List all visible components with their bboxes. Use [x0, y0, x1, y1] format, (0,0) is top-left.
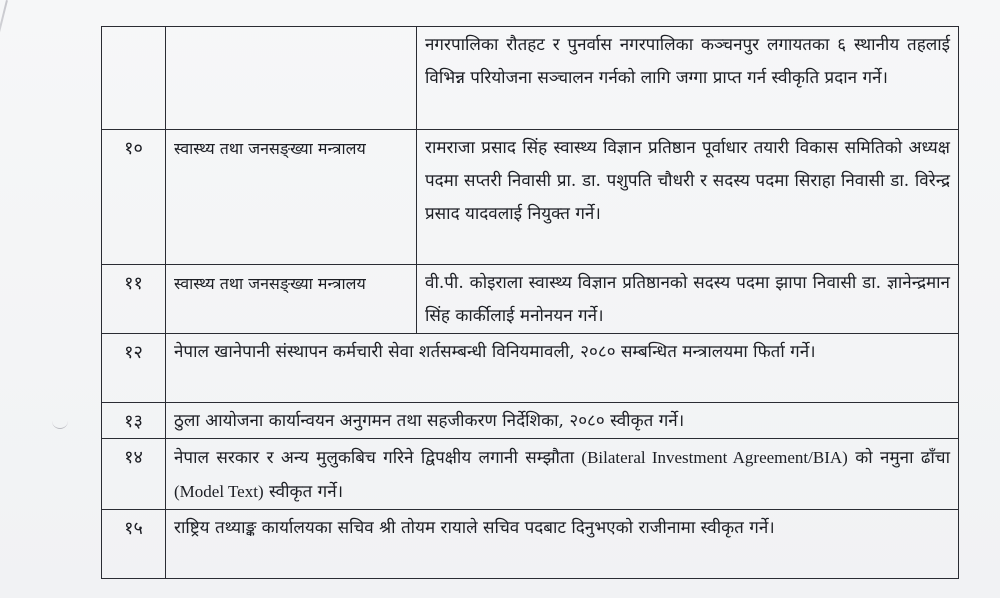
ministry-cell: स्वास्थ्य तथा जनसङ्ख्या मन्त्रालय [166, 265, 417, 334]
serial-number: ११ [102, 265, 166, 334]
ministry-cell: स्वास्थ्य तथा जनसङ्ख्या मन्त्रालय [166, 130, 417, 265]
decision-cell: नेपाल खानेपानी संस्थापन कर्मचारी सेवा शर्तसम्बन्धी विनियमावली, २०८० सम्बन्धित मन्त्रालयमा फिर्ता गर्ने। [166, 334, 959, 403]
serial-number: १३ [102, 403, 166, 439]
decision-text: को नमुना ढाँचा [855, 448, 951, 468]
decision-cell: वी.पी. कोइराला स्वास्थ्य विज्ञान प्रतिष्ठानको सदस्य पदमा झापा निवासी डा. ज्ञानेन्द्रमान सिंह कार्कीलाई मनोनयन गर्ने। [417, 265, 959, 334]
table-row [102, 403, 959, 439]
decision-text: नेपाल सरकार र अन्य मुलुकबिच गरिने द्विपक्षीय लगानी सम्झौता [174, 448, 575, 468]
ministry-cell [166, 27, 417, 130]
paper-fold-line [0, 0, 8, 127]
decision-english-term: (Model Text) [174, 482, 264, 501]
decision-cell: नगरपालिका रौतहट र पुनर्वास नगरपालिका कञ्चनपुर लगायतका ६ स्थानीय तहलाई विभिन्न परियोजना सञ्चालन गर्नको लागि जग्गा प्राप्त गर्न स्वीकृति प्रदान गर्ने। [417, 27, 959, 130]
decision-english-term: (Bilateral Investment Agreement/BIA) [581, 448, 848, 467]
paper-mark [52, 416, 68, 429]
table-row [102, 27, 959, 130]
serial-number: १४ [102, 439, 166, 510]
serial-number: १० [102, 130, 166, 265]
decision-cell: ठुला आयोजना कार्यान्वयन अनुगमन तथा सहजीकरण निर्देशिका, २०८० स्वीकृत गर्ने। [166, 403, 959, 439]
table-row [102, 334, 959, 403]
serial-number: १२ [102, 334, 166, 403]
decision-cell: रामराजा प्रसाद सिंह स्वास्थ्य विज्ञान प्रतिष्ठान पूर्वाधार तयारी विकास समितिको अध्यक्ष पदमा सप्तरी निवासी प्रा. डा. पशुपति चौधरी र सदस्य पदमा सिराहा निवासी डा. विरेन्द्र प्रसाद यादवलाई नियुक्त गर्ने। [417, 130, 959, 265]
decisions-table [101, 26, 959, 579]
decision-text: स्वीकृत गर्ने। [269, 482, 344, 502]
table-row [102, 130, 959, 265]
table-row [102, 439, 959, 510]
decision-cell [166, 439, 959, 510]
table-row [102, 510, 959, 579]
serial-number [102, 27, 166, 130]
serial-number: १५ [102, 510, 166, 579]
decision-cell: राष्ट्रिय तथ्याङ्क कार्यालयका सचिव श्री तोयम रायाले सचिव पदबाट दिनुभएको राजीनामा स्वीकृत गर्ने। [166, 510, 959, 579]
table-row [102, 265, 959, 334]
